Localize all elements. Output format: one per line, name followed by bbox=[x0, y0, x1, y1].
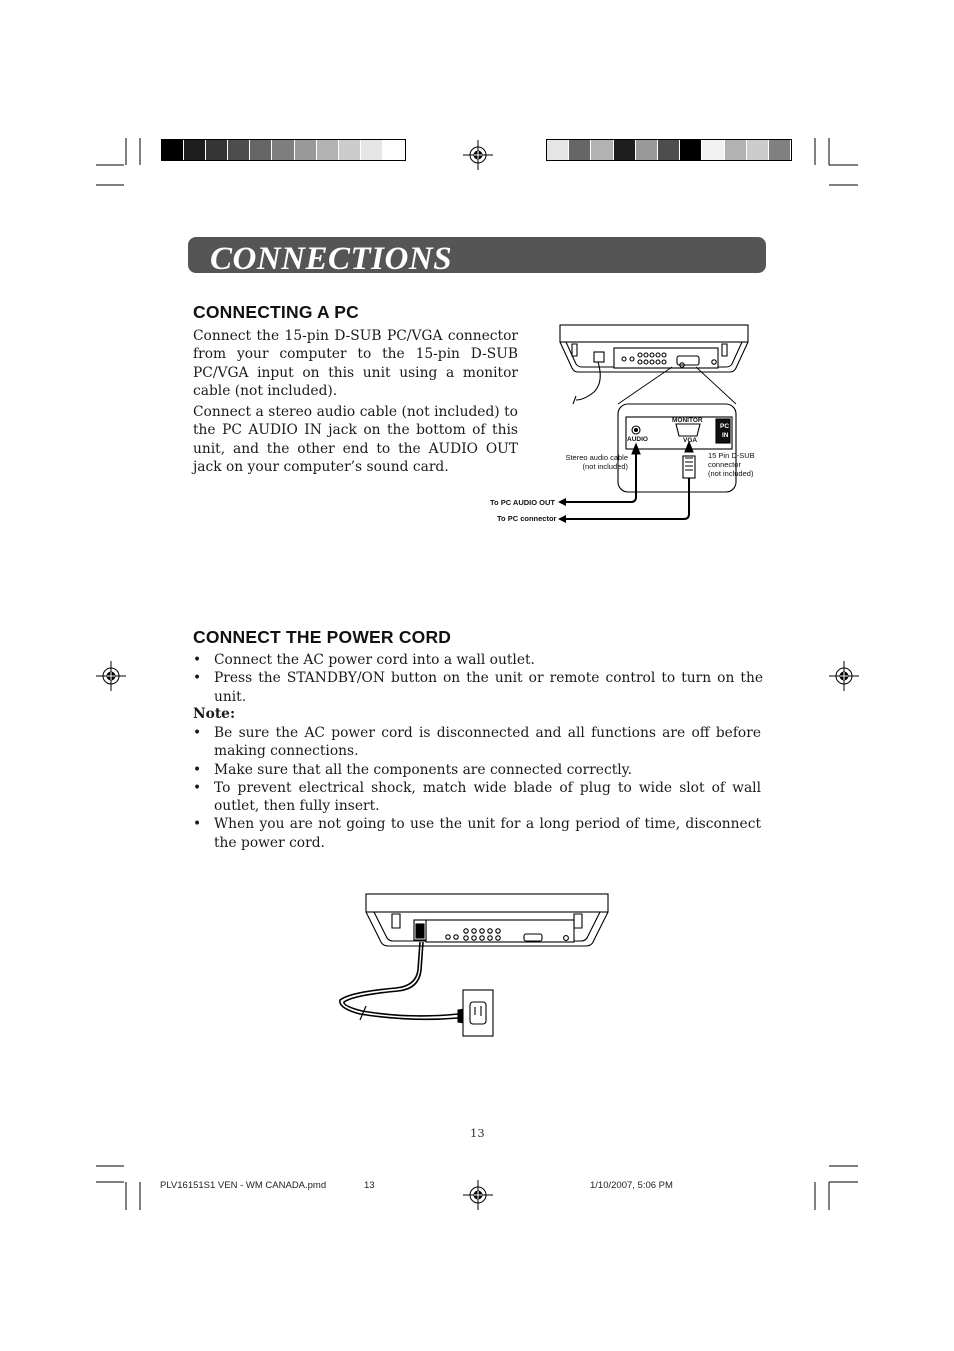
color-swatch bbox=[162, 140, 184, 160]
color-swatch bbox=[339, 140, 361, 160]
page-number: 13 bbox=[470, 1126, 485, 1140]
list-item: • When you are not going to use the unit for a long period of time, disconnect the power cord. bbox=[193, 815, 761, 852]
diagram-label-audio: AUDIO bbox=[627, 436, 648, 443]
color-swatch bbox=[769, 140, 791, 160]
color-swatch bbox=[317, 140, 339, 160]
diagram-label-monitor: MONITOR bbox=[672, 417, 703, 424]
registration-mark-right-icon bbox=[829, 661, 859, 691]
section-pc-text bbox=[193, 327, 518, 476]
section-heading-power: CONNECT THE POWER CORD bbox=[193, 627, 452, 647]
color-swatch bbox=[702, 140, 724, 160]
registration-mark-bottom-icon bbox=[463, 1180, 493, 1210]
section-heading-pc: CONNECTING A PC bbox=[193, 302, 360, 322]
color-bar-right bbox=[546, 139, 792, 161]
color-swatch bbox=[658, 140, 680, 160]
color-swatch bbox=[680, 140, 702, 160]
diagram-label-pc: PC bbox=[720, 423, 730, 430]
diagram-label-to-audio-out: To PC AUDIO OUT bbox=[490, 498, 555, 507]
color-swatch bbox=[228, 140, 250, 160]
color-swatch bbox=[250, 140, 272, 160]
registration-mark-left-icon bbox=[96, 661, 126, 691]
diagram-label-line: (not included) bbox=[582, 462, 628, 471]
color-swatch bbox=[591, 140, 613, 160]
paragraph: Connect a stereo audio cable (not included) to the PC AUDIO IN jack on the bottom of this unit, and the other end to the AUDIO OUT jack on your computer’s sound card. bbox=[193, 404, 518, 476]
color-swatch bbox=[272, 140, 294, 160]
list-item: • Connect the AC power cord into a wall outlet. bbox=[193, 651, 763, 669]
power-steps-list bbox=[193, 651, 763, 706]
diagram-label-line: 15 Pin D-SUB bbox=[708, 451, 755, 460]
color-swatch bbox=[295, 140, 317, 160]
diagram-label-dsub bbox=[708, 451, 755, 478]
note-label: Note: bbox=[193, 706, 236, 722]
tv-unit-rear-icon bbox=[366, 894, 608, 946]
list-item: • Make sure that all the components are connected correctly. bbox=[193, 761, 761, 779]
notes-list bbox=[193, 724, 761, 852]
list-item: • Be sure the AC power cord is disconnected and all functions are off before making connections. bbox=[193, 724, 761, 761]
diagram-label-line: (not included) bbox=[708, 469, 754, 478]
list-item: • Press the STANDBY/ON button on the unit or remote control to turn on the unit. bbox=[193, 669, 763, 706]
diagram-label-stereo-cable bbox=[556, 453, 628, 471]
diagram-label-line: connector bbox=[708, 460, 741, 469]
diagram-label-line: Stereo audio cable bbox=[565, 453, 628, 462]
color-swatch bbox=[747, 140, 769, 160]
footer-file-page: 13 bbox=[364, 1180, 375, 1191]
power-cord-diagram bbox=[330, 890, 620, 1040]
color-swatch bbox=[569, 140, 591, 160]
color-swatch bbox=[361, 140, 383, 160]
color-swatch bbox=[636, 140, 658, 160]
registration-mark-top-icon bbox=[463, 140, 493, 170]
page-title: CONNECTIONS bbox=[210, 241, 453, 277]
paragraph: Connect the 15-pin D-SUB PC/VGA connector from your computer to the 15-pin D-SUB PC/VGA input on this unit using a monitor cable (not included). bbox=[193, 328, 518, 399]
color-swatch bbox=[206, 140, 228, 160]
color-swatch bbox=[184, 140, 206, 160]
list-item: • To prevent electrical shock, match wide blade of plug to wide slot of wall outlet, then fully insert. bbox=[193, 779, 761, 816]
footer-timestamp: 1/10/2007, 5:06 PM bbox=[590, 1180, 673, 1191]
tv-unit-rear-icon bbox=[560, 325, 748, 404]
diagram-label-to-pc-connector: To PC connector bbox=[497, 514, 557, 523]
color-swatch bbox=[614, 140, 636, 160]
color-swatch bbox=[547, 140, 569, 160]
color-bar-left bbox=[161, 139, 406, 161]
diagram-label-in: IN bbox=[722, 432, 729, 439]
diagram-label-vga: VGA bbox=[683, 437, 698, 444]
wall-outlet-icon bbox=[463, 990, 493, 1036]
color-swatch bbox=[383, 140, 405, 160]
color-swatch bbox=[725, 140, 747, 160]
footer-file-name: PLV16151S1 VEN - WM CANADA.pmd bbox=[160, 1180, 327, 1191]
